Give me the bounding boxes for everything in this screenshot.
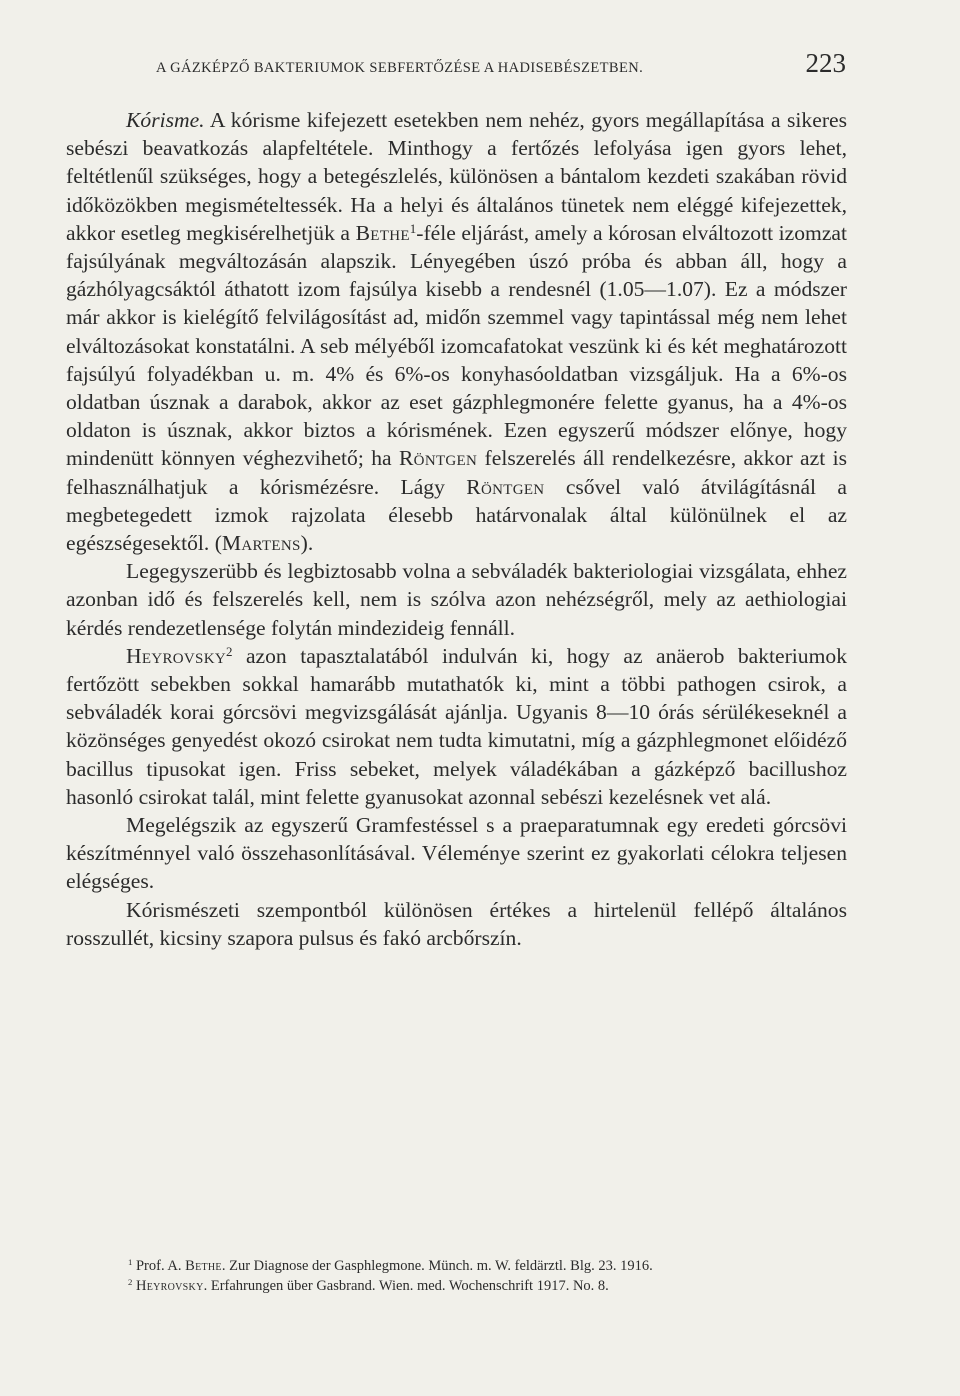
paragraph-bakteriologiai: Legegyszerübb és legbiztosabb volna a sebváladék bakteriologiai vizsgálata, ehhez azonban idő és felszerelés kell, nem is szólva azon nehézségről, mely az aethiologiai kérdés rendezetlensége folytán mindezideig fennáll. [66,559,847,640]
running-head-title: A GÁZKÉPZŐ BAKTERIUMOK SEBFERTŐZÉSE A HADISEBÉSZETBEN. [156,60,644,76]
paragraph-korismeszeti: Kórismészeti szempontból különösen értékes a hirtelenül fellépő általános rosszullét, kicsiny szapora pulsus és fakó arcbőrszín. [66,897,847,950]
paragraph-heyrovsky [66,642,847,811]
text-run: Prof. A. [132,1258,186,1274]
paragraph-korisme [66,106,847,557]
footnote-mark: 1 [128,1257,133,1268]
footnote-2 [66,1276,847,1296]
author-name-rontgen: Röntgen [466,474,545,499]
running-head [156,48,846,79]
text-run: A kórisme kifejezett esetekben nem nehéz, gyors megállapítása a sikeres sebészi beavatkozás alapfeltétele. Minthogy a fertőzés lefolyása igen gyors lehet, feltétlenűl szükséges, hogy a betegészlelés, különösen a bántalom kezdeti szakában rövid időközökben megismételtessék. Ha a helyi és általános tünetek nem eléggé kifejezettek, akkor esetleg megkisérelhetjük a [66,108,847,245]
author-name-bethe: Bethe [185,1258,222,1274]
text-run: -féle eljárást, amely a kórosan elváltozott izomzat fajsúlyának megváltozásán alapszik. Lényegében úszó próba és abban áll, hogy a gázhólyagcsáktól áthatott izom fajsúlya kisebb a rendesnél (1.05—1.07). Ez a módszer már akkor is kielégítő felvilágosítást ad, midőn szemmel vagy tapintással még nem lehet elváltozásokat konstatálni. A seb mélyéből izomcafatokat veszünk ki és két meghatározott fajsúlyú folyadékban u. m. 4% és 6%-os konyhasóoldatban vizsgáljuk. Ha a 6%-os oldatban úsznak a darabok, akkor az eset gázphlegmonére felette gyanus, ha a 4%-os oldaton is úsznak, akkor biztos a kórismének. Ezen egyszerű módszer előnye, hogy mindenütt könnyen véghezvihető; ha [66,220,847,471]
footnote-mark: 2 [128,1277,133,1288]
text-run: csővel való átvilágításnál a megbetegedett izmok rajzolata élesebb határvonalak által különülnek el az egészségesektől. ( [66,474,847,556]
text-run: felszerelés áll rendelkezésre, akkor azt is felhasználhatjuk a kórismézésre. Lágy [66,446,847,499]
author-name-rontgen: Röntgen [398,446,478,471]
paragraph-gramfestes: Megelégszik az egyszerű Gramfestéssel s a praeparatumnak egy eredeti górcsövi készítménnyel való összehasonlításával. Véleménye szerint ez gyakorlati célokra teljesen elégséges. [66,813,847,894]
text-run: azon tapasztalatából indulván ki, hogy az anäerob bakteriumok fertőzött sebekben sokkal hamarább mutathatók ki, mint a többi pathogen csirok, a sebváladék korai górcsövi megvizsgálását ajánlja. Ugyanis 8—10 órás sérülékeseknél a közönséges genyedést okozó csirokat nem tudta kimutatni, míg a gázphlegmonet előidéző bacillus tipusokat igen. Friss sebeket, melyek váladékában a gázképző bacillushoz hasonló csirokat talál, mint felette gyanusokat azonnal sebészi kezelésnek vet alá. [66,643,847,809]
text-run: . Erfahrungen über Gasbrand. Wien. med. Wochenschrift 1917. No. 8. [203,1278,609,1294]
author-name-bethe: Bethe [355,220,410,245]
text-run: . Zur Diagnose der Gasphlegmone. Münch. m. W. feldärztl. Blg. 23. 1916. [221,1258,653,1274]
footnote-ref-2: 2 [225,643,233,659]
footnote-ref-1: 1 [409,220,417,236]
author-name-heyrovsky: Heyrovsky [135,1278,204,1294]
body-text [66,106,847,952]
footnote-1 [66,1256,847,1276]
text-run: ). [300,531,314,556]
author-name-martens: Martens [221,531,301,556]
section-lead: Kórisme. [126,108,205,132]
author-name-heyrovsky: Heyrovsky [126,643,226,668]
footnotes [66,1256,847,1296]
page-number: 223 [805,48,846,78]
